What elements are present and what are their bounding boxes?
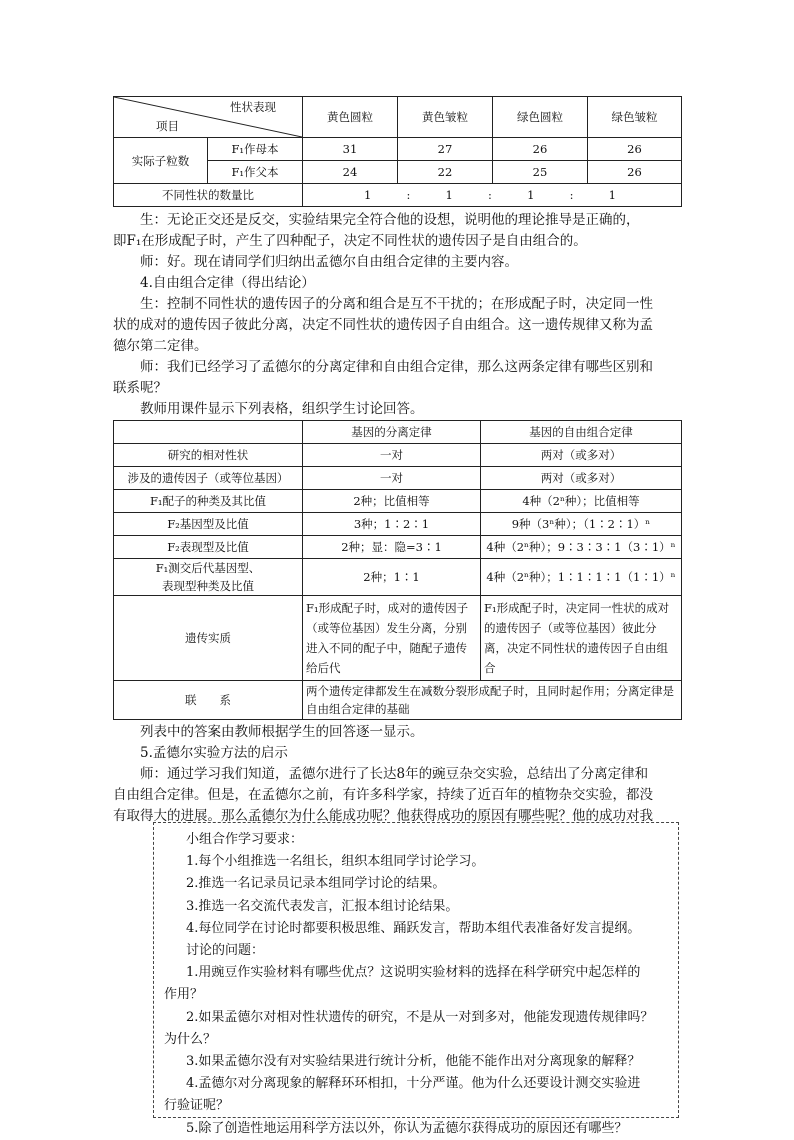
box-title: 小组合作学习要求： xyxy=(186,832,304,847)
cell: 25 xyxy=(493,161,588,184)
ratio-cell xyxy=(303,184,682,207)
row-label: 联 系 xyxy=(114,681,303,720)
table-row xyxy=(114,421,682,444)
question: 作用？ xyxy=(164,987,204,1003)
table-row xyxy=(114,97,682,138)
text-block-2 xyxy=(113,722,681,827)
table-row xyxy=(114,596,682,681)
diagonal-header-cell xyxy=(114,97,303,138)
paragraph: 有取得大的进展。那么孟德尔为什么能成功呢？他获得成功的原因有哪些呢？他的成功对我 xyxy=(113,808,653,824)
paragraph: 自由组合定律。但是，在孟德尔之前，有许多科学家，持续了近百年的植物杂交实验，都没 xyxy=(113,787,653,803)
table-row xyxy=(114,559,682,596)
paragraph: 师：通过学习我们知道，孟德尔进行了长达8年的豌豆杂交实验，总结出了分离定律和 xyxy=(140,766,649,782)
question: 2.如果孟德尔对相对性状遗传的研究，不是从一对到多对，他能发现遗传规律吗？ xyxy=(186,1009,654,1025)
paragraph: 德尔第二定律。 xyxy=(113,338,208,354)
paragraph: 生：无论正交还是反交，实验结果完全符合他的设想，说明他的理论推导是正确的， xyxy=(140,212,640,228)
paragraph: 师：我们已经学习了孟德尔的分离定律和自由组合定律，那么这两条定律有哪些区别和 xyxy=(140,359,653,375)
header-top-label: 性状表现 xyxy=(230,100,276,114)
paragraph: 教师用课件显示下列表格，组织学生讨论回答。 xyxy=(140,401,424,417)
col-header: 黄色皱粒 xyxy=(398,97,493,138)
row-label: 研究的相对性状 xyxy=(114,444,303,467)
table-row xyxy=(114,536,682,559)
cell: 27 xyxy=(398,138,493,161)
row-label: F₁作母本 xyxy=(208,138,303,161)
ratio-sep: : xyxy=(406,188,411,202)
table-row xyxy=(114,444,682,467)
col-header: 绿色圆粒 xyxy=(493,97,588,138)
list-item: 2.推选一名记录员记录本组同学讨论的结果。 xyxy=(186,876,446,892)
document-page xyxy=(113,96,681,827)
section-heading: 5.孟德尔实验方法的启示 xyxy=(140,745,288,761)
row-label: F₂基因型及比值 xyxy=(114,513,303,536)
question: 5.除了创造性地运用科学方法以外，你认为孟德尔获得成功的原因还有哪些？ xyxy=(186,1120,628,1136)
paragraph: 状的成对的遗传因子彼此分离，决定不同性状的遗传因子自由组合。这一遗传规律又称为孟 xyxy=(113,317,653,333)
ratio-sep: : xyxy=(488,188,492,202)
row-label: F₁测交后代基因型、表现型种类及比值 xyxy=(114,559,303,596)
paragraph: 即F₁在形成配子时，产生了四种配子，决定不同性状的遗传因子是自由组合的。 xyxy=(113,233,587,249)
paragraph: 联系呢？ xyxy=(113,380,167,396)
cell: 两对（或多对） xyxy=(481,467,682,490)
cell: 26 xyxy=(588,161,682,184)
question: 4.孟德尔对分离现象的解释环环相扣，十分严谨。他为什么还要设计测交实验进 xyxy=(186,1076,641,1092)
table-row xyxy=(114,513,682,536)
cell: 4种（2ⁿ种）；1∶1∶1∶1（1∶1）ⁿ xyxy=(481,559,682,596)
header-bottom-label: 项目 xyxy=(156,119,179,133)
questions-title: 讨论的问题： xyxy=(186,943,265,959)
section-heading: 4.自由组合定律（得出结论） xyxy=(140,275,315,291)
list-item: 1.每个小组推选一名组长，组织本组同学讨论学习。 xyxy=(186,854,485,870)
ratio-label: 不同性状的数量比 xyxy=(114,184,303,207)
cell: 31 xyxy=(303,138,398,161)
cell: 4种（2ⁿ种）；9∶3∶3∶1（3∶1）ⁿ xyxy=(481,536,682,559)
cell: 一对 xyxy=(303,467,481,490)
question: 为什么？ xyxy=(164,1031,217,1047)
question: 行验证呢？ xyxy=(164,1098,230,1114)
ratio-sep: : xyxy=(569,188,574,202)
ratio-value: 1 xyxy=(527,188,535,202)
table-row xyxy=(114,681,682,720)
paragraph: 师：好。现在请同学们归纳出孟德尔自由组合定律的主要内容。 xyxy=(140,254,518,270)
table-row xyxy=(114,490,682,513)
laws-comparison-table xyxy=(113,420,682,720)
col-header xyxy=(114,421,303,444)
cell: 24 xyxy=(303,161,398,184)
paragraph: 生：控制不同性状的遗传因子的分离和组合是互不干扰的；在形成配子时，决定同一性 xyxy=(140,296,653,312)
col-header: 黄色圆粒 xyxy=(303,97,398,138)
cell: 两对（或多对） xyxy=(481,444,682,467)
cell: 一对 xyxy=(303,444,481,467)
row-label: 涉及的遗传因子（或等位基因） xyxy=(114,467,303,490)
cell: 26 xyxy=(588,138,682,161)
list-item: 3.推选一名交流代表发言，汇报本组讨论结果。 xyxy=(186,898,459,914)
paragraph: 列表中的答案由教师根据学生的回答逐一显示。 xyxy=(140,724,424,740)
col-header: 绿色皱粒 xyxy=(588,97,682,138)
cell: 两个遗传定律都发生在减数分裂形成配子时，且同时起作用；分离定律是自由组合定律的基础 xyxy=(303,681,682,720)
cell: 22 xyxy=(398,161,493,184)
row-label: F₂表现型及比值 xyxy=(114,536,303,559)
col-header: 基因的分离定律 xyxy=(303,421,481,444)
row-label: F₁配子的种类及其比值 xyxy=(114,490,303,513)
text-block-1 xyxy=(113,210,681,420)
table-row xyxy=(114,184,682,207)
group-label: 实际子粒数 xyxy=(114,138,208,184)
cell: 2种；比值相等 xyxy=(303,490,481,513)
cell: 9种（3ⁿ种）；（1∶2∶1）ⁿ xyxy=(481,513,682,536)
col-header: 基因的自由组合定律 xyxy=(481,421,682,444)
ratio-value: 1 xyxy=(608,188,616,202)
question: 3.如果孟德尔没有对实验结果进行统计分析，他能不能作出对分离现象的解释？ xyxy=(186,1054,641,1070)
cell: 26 xyxy=(493,138,588,161)
question: 1.用豌豆作实验材料有哪些优点？这说明实验材料的选择在科学研究中起怎样的 xyxy=(186,965,641,981)
ratio-value: 1 xyxy=(445,188,453,202)
cell: F₁形成配子时，成对的遗传因子（或等位基因）发生分离，分别进入不同的配子中，随配子遗传给后代 xyxy=(303,596,481,681)
row-label: 遗传实质 xyxy=(114,596,303,681)
cell: 2种；显：隐=3∶1 xyxy=(303,536,481,559)
list-item: 4.每位同学在讨论时都要积极思维、踊跃发言，帮助本组代表准备好发言提纲。 xyxy=(186,920,641,936)
table-row xyxy=(114,467,682,490)
cell: F₁形成配子时，决定同一性状的成对的遗传因子（或等位基因）彼此分离，决定不同性状的遗传因子自由组合 xyxy=(481,596,682,681)
table-row xyxy=(114,138,682,161)
cell: 4种（2ⁿ种）；比值相等 xyxy=(481,490,682,513)
cell: 2种；1∶1 xyxy=(303,559,481,596)
traits-table xyxy=(113,96,682,207)
ratio-value: 1 xyxy=(364,188,372,202)
row-label: F₁作父本 xyxy=(208,161,303,184)
group-study-box xyxy=(153,822,679,1136)
cell: 3种；1∶2∶1 xyxy=(303,513,481,536)
